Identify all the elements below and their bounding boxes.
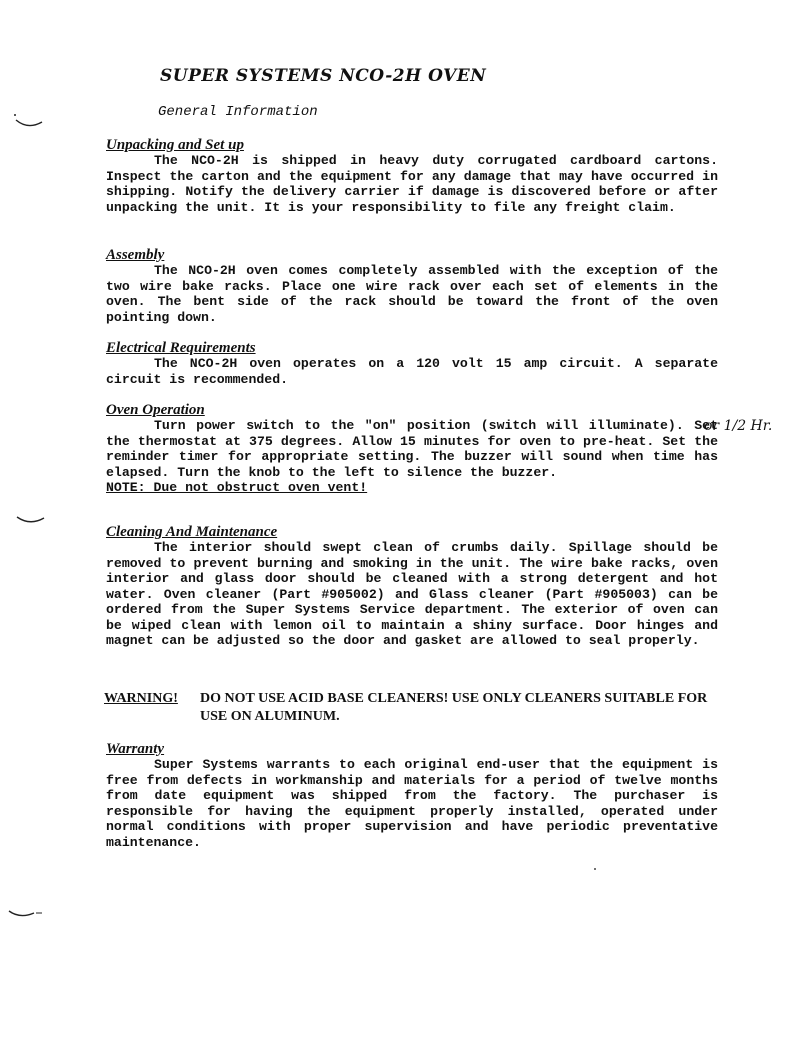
- section-body: [106, 418, 718, 496]
- section-oven-operation: [106, 402, 718, 496]
- speck-icon: [592, 866, 598, 872]
- section-body: [106, 757, 718, 850]
- warning-label: WARNING!: [104, 691, 178, 706]
- section-body: [106, 540, 718, 649]
- paragraph: The NCO-2H is shipped in heavy duty corrugated cardboard cartons. Inspect the carton and the equipment for any damage that may have occurred in shipping. Notify the delivery carrier if damage is discovered before or after unpacking the unit. It is your responsibility to file any freight claim.: [106, 153, 718, 215]
- paragraph: The NCO-2H oven comes completely assembled with the exception of the two wire bake racks. Place one wire rack over each set of elements in the oven. The bent side of the rack should be toward the front of the oven pointing down.: [106, 263, 718, 325]
- paragraph: Super Systems warrants to each original end-user that the equipment is free from defects in workmanship and materials for a period of twelve months from date equipment was shipped from the factory. The purchaser is responsible for having the equipment properly installed, operated under normal conditions with proper supervision and have periodic preventative maintenance.: [106, 757, 718, 850]
- section-heading: Warranty: [106, 741, 165, 757]
- section-body: [106, 356, 718, 387]
- section-warranty: [106, 741, 718, 850]
- section-heading: Unpacking and Set up: [106, 137, 244, 153]
- margin-mark-icon: [12, 112, 46, 130]
- paragraph: The interior should swept clean of crumbs daily. Spillage should be removed to prevent burning and smoking in the unit. The wire bake racks, oven interior and glass door should be cleaned with a strong detergent and hot water. Oven cleaner (Part #905002) and Glass cleaner (Part #905003) can be ordered from the Super Systems Service department. The exterior of oven can be wiped clean with lemon oil to maintain a shiny surface. Door hinges and magnet can be adjusted so the door and gasket are allowed to seal properly.: [106, 540, 718, 648]
- section-electrical: [106, 340, 718, 387]
- margin-mark-icon: [14, 512, 48, 528]
- section-body: [106, 263, 718, 325]
- warning-text: DO NOT USE ACID BASE CLEANERS! USE ONLY CLEANERS SUITABLE FOR USE ON ALUMINUM.: [200, 691, 708, 724]
- section-body: [106, 153, 718, 215]
- paragraph: The NCO-2H oven operates on a 120 volt 15 amp circuit. A separate circuit is recommended.: [106, 356, 718, 387]
- section-cleaning: [106, 524, 718, 649]
- section-unpacking: [106, 137, 718, 215]
- handwritten-note: or 1/2 Hr.: [704, 418, 773, 434]
- section-heading: Assembly: [106, 247, 165, 263]
- section-assembly: [106, 247, 718, 325]
- paragraph: Turn power switch to the "on" position (switch will illuminate). Set the thermostat at 375 degrees. Allow 15 minutes for oven to pre-heat. Set the reminder timer for appropriate setting. The buzzer will sound when time has elapsed. Turn the knob to the left to silence the buzzer.: [106, 418, 718, 480]
- margin-mark-icon: [6, 905, 46, 923]
- document-subtitle: General Information: [158, 104, 318, 120]
- section-heading: Electrical Requirements: [106, 340, 256, 356]
- note-text: NOTE: Due not obstruct oven vent!: [106, 480, 368, 495]
- document-title: SUPER SYSTEMS NCO-2H OVEN: [160, 66, 487, 86]
- section-heading: Oven Operation: [106, 402, 205, 418]
- section-heading: Cleaning And Maintenance: [106, 524, 278, 540]
